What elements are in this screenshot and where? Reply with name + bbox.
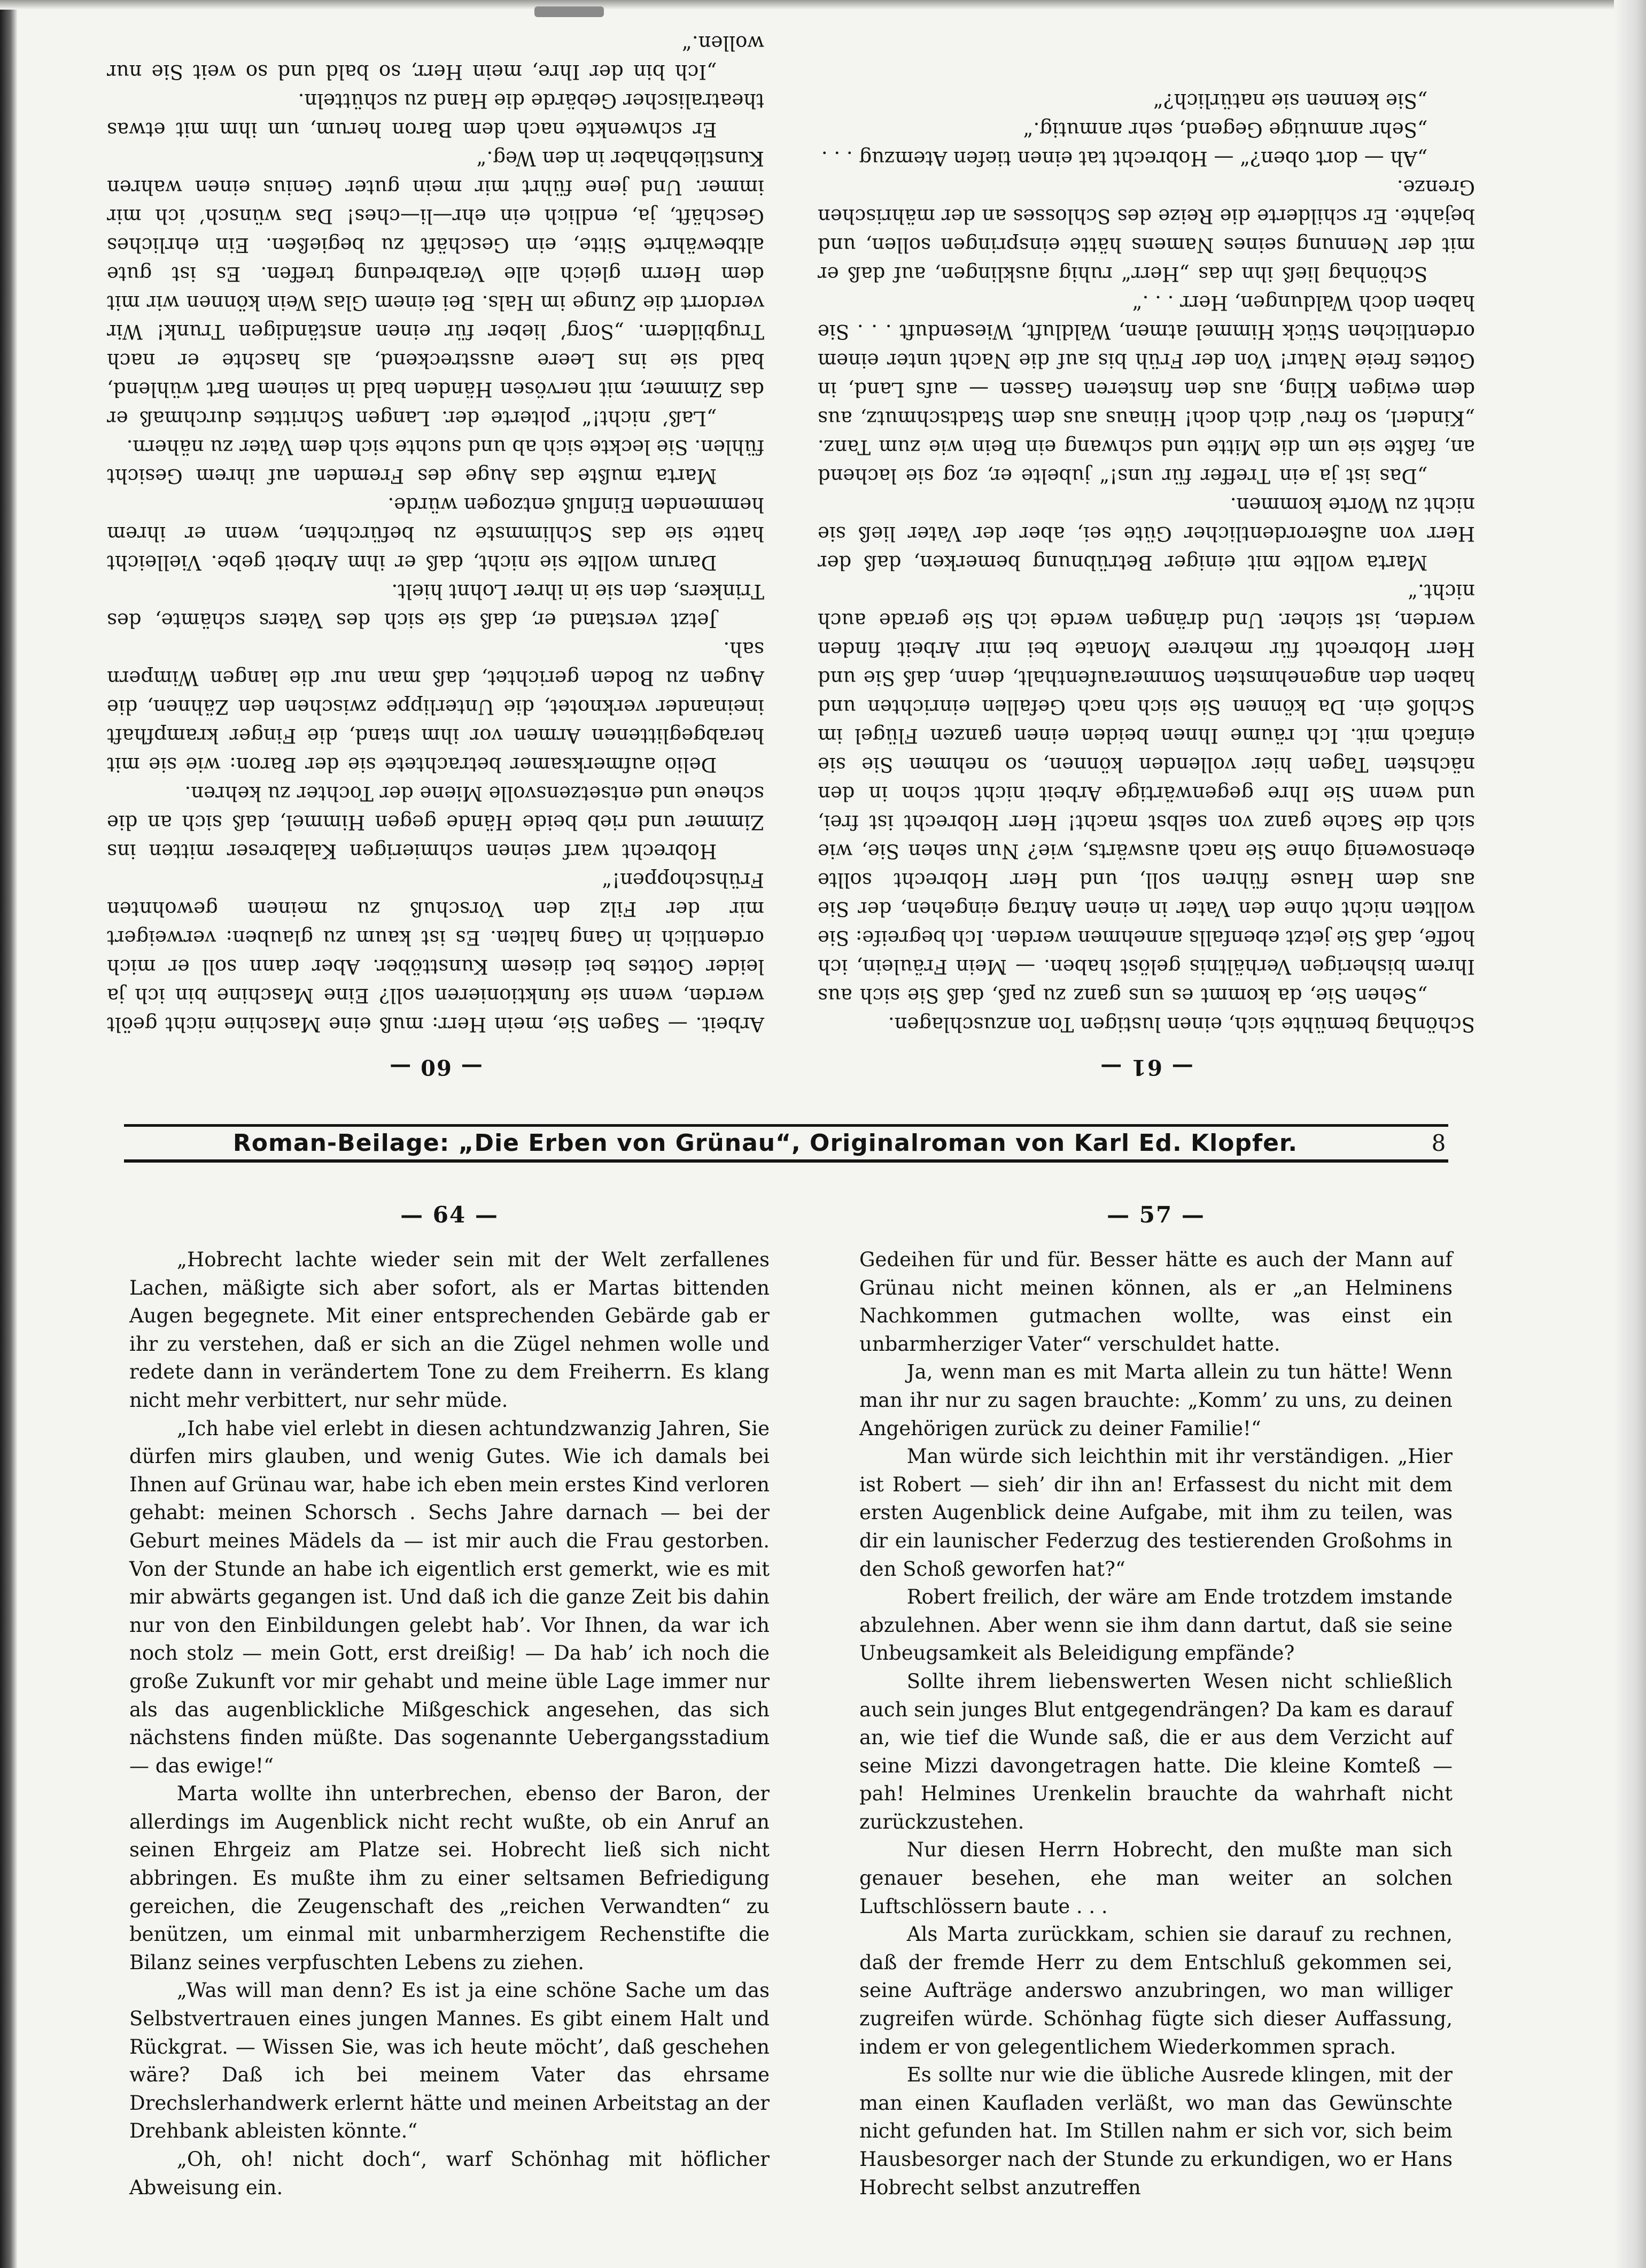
supplement-banner [124,1124,1448,1163]
binding-shadow [0,0,17,2268]
upper-left-column [818,86,1475,1080]
paragraph: „Hobrecht lachte wieder sein mit der Welt zerfallenes Lachen, mäßigte sich aber sofort, als er Martas bittenden Augen begegnete. Mit einer entsprechenden Gebärde gab er ihr zu verstehen, daß er sich an die Zügel nehmen wolle und redete dann in verändertem Tone zu dem Freiherrn. Es klang nicht mehr verbittert, nur sehr müde. [129,1248,770,1412]
paragraph: Als Marta zurückkam, schien sie darauf zu rechnen, daß der fremde Herr zu dem Entschluß gekommen sei, seine Aufträge anderswo anzubringen, wo man williger zugreifen würde. Schönhag fügte sich dieser Auffassung, indem er von gelegentlichem Wiederkommen sprach. [859,1923,1453,2058]
paragraph: „Sehr anmutige Gegend, sehr anmutig.“ [1023,118,1428,141]
paragraph: Darum wollte sie nicht, daß er ihm Arbeit gebe. Vielleicht hatte sie das Schlimmste zu befürchten, wenn er ihrem hemmenden Einfluß entzogen würde. [107,493,764,574]
top-edge-shadow [0,0,1646,10]
paragraph: Delio aufmerksamer betrachtete sie der Baron: wie sie mit herabgeglittenen Armen vor ihm stand, die Finger krampfhaft ineinander verknotet, die Unterlippe zwischen den Zähnen, die Augen zu Boden gerichtet, daß man nur die langen Wimpern sah. [107,638,764,776]
paragraph: Man würde sich leichthin mit ihr verständigen. „Hier ist Robert — sieh’ dir ihn an! Erfassest du nicht mit dem ersten Augenblick deine Aufgabe, mit ihm zu teilen, was dir ein launischer Federzug des testierenden Großohms in den Schoß geworfen hat?“ [859,1445,1453,1581]
paragraph: „Oh, oh! nicht doch“, warf Schönhag mit höflicher Abweisung ein. [129,2148,770,2199]
paragraph: Marta wollte ihn unterbrechen, ebenso der Baron, der allerdings im Augenblick nicht recht wußte, ob ein Anruf an seinen Ehrgeiz am Platze sei. Hobrecht ließ sich nicht abbringen. Es mußte ihm zu einer seltsamen Befriedigung gereichen, die Zeugenschaft des „reichen Verwandten“ zu benützen, um einmal mit unbarmherzigem Rechenstifte die Bilanz seines verpfuschten Lebens zu ziehen. [129,1782,770,1974]
paragraph: Marta wollte mit einiger Betrübnung bemerken, daß der Herr von außerordentlicher Güte sei, aber der Vater ließ sie nicht zu Worte kommen. [818,493,1475,574]
page-number-61: — 61 — [1099,1055,1193,1080]
page-number-64: — 64 — [400,1202,499,1228]
paragraph: Ja, wenn man es mit Marta allein zu tun hätte! Wenn man ihr nur zu sagen brauchte: „Komm’ zu uns, zu deinen Angehörigen zurück zu deiner Familie!“ [859,1360,1453,1440]
banner-rule-top [124,1124,1448,1127]
paragraph: „Sehen Sie, da kommt es uns ganz zu paß, daß Sie sich aus Ihrem bisherigen Verhältnis gelöst haben. — Mein Fräulein, ich hoffe, daß Sie jetzt ebenfalls annehmen werden. Ich begreife: Sie wollten nicht ohne den Vater in einen Antrag eingehen, der Sie aus dem Hause führen soll, und Herr Hobrecht sollte ebensowenig ohne Sie nach auswärts, wie? Nun sehen Sie, wie sich die Sache ganz von selbst macht! Herr Hobrecht ist frei, und wenn Sie Ihre gegenwärtige Arbeit nicht schon in den nächsten Tagen hier vollenden können, so nehmen Sie sie einfach mit. Ich räume Ihnen beiden einen ganzen Flügel im Schloß ein. Da können Sie sich nach Gefallen einrichten und haben den angenehmsten Sommeraufenthalt, denn, daß Sie und Herr Hobrecht für mehrere Monate bei mir Arbeit finden werden, ist sicher. Und drängen werde ich Sie gerade auch nicht.“ [818,580,1475,1007]
lower-right-column [859,1202,1453,2202]
paragraph: Robert freilich, der wäre am Ende trotzdem imstande abzulehnen. Aber wenn sie ihm dann dartut, daß sie seine Unbeugsamkeit als Beleidigung empfände? [859,1585,1453,1665]
paragraph: Schönhag ließ ihn das „Herr“ ruhig ausklingen, auf daß er mit der Nennung seines Namens hätte einspringen sollen, und bejahte. Er schilderte die Reize des Schlosses an der mährischen Grenze. [818,176,1475,285]
banner-title: Roman-Beilage: „Die Erben von Grünau“, Originalroman von Karl Ed. Klopfer. [232,1129,1298,1157]
paragraph: Hobrecht warf seinen schmierigen Kalabreser mitten ins Zimmer und rieb beide Hände gegen Himmel, daß sich an die scheue und entsetzensvolle Miene der Tochter zu kehren. [107,782,764,863]
paragraph: „Das ist ja ein Treffer für uns!“ jubelte er, zog sie lachend an, faßte sie um die Mitte und schwang ein Bein wie zum Tanz. „Kinderl, so freu’ dich doch! Hinaus aus dem Stadtschmutz, aus dem ewigen Kling, aus den finsteren Gassen — aufs Land, in Gottes freie Natur! Von der Früh bis auf die Nacht unter einem ordentlichen Stück Himmel atmen, Waldluft, Wiesenduft . . . Sie haben doch Waldungen, Herr . . .“ [818,291,1475,487]
banner-rule-bottom [124,1159,1448,1163]
paragraph: Nur diesen Herrn Hobrecht, den mußte man sich genauer besehen, ehe man weiter an solchen Luftschlössern baute . . . [859,1838,1453,1918]
paragraph: „Ich habe viel erlebt in diesen achtundzwanzig Jahren, Sie dürfen mirs glauben, und wenig Gutes. Wie ich damals bei Ihnen auf Grünau war, habe ich eben mein erstes Kind verloren gehabt: meinen Schorsch . Sechs Jahre darnach — bei der Geburt meines Mädels da — ist mir auch die Frau gestorben. Von der Stunde an habe ich eigentlich erst gemerkt, wie es mit mir abwärts gegangen ist. Und daß ich die ganze Zeit bis dahin nur von den Einbildungen gelebt hab’. Vor Ihnen, da war ich noch stolz — mein Gott, erst dreißig! — Da hab’ ich noch die große Zukunft vor mir gehabt und meine üble Lage immer nur als das augenblickliche Mißgeschick angesehen, das sich nächstens finden müßte. Das sogenannte Uebergangsstadium — das ewige!“ [129,1416,770,1777]
paragraph: „Laß’ nicht!“ polterte der. Langen Schrittes durchmaß er das Zimmer, mit nervösen Händen bald in seinem Bart wühlend, bald sie ins Leere ausstreckend, als haschte er nach Trugbildern. „Sorg’ lieber für einen anständigen Trunk! Wir verdorrt die Zunge im Hals. Bei einem Glas Wein können wir mit dem Herrn gleich alle Verabredung treffen. Es ist gute altbewährte Sitte, ein Geschäft zu begießen. Ein ehrliches Geschäft, ja, endlich ein ehr—li—ches! Das wünsch’ ich mir immer. Und jene führt mir mein guter Genius einen wahren Kunstliebhaber in den Weg.“ [107,147,764,430]
paragraph: Jetzt verstand er, daß sie sich des Vaters schämte, des Trinkers, den sie in ihrer Lohnt hielt. [107,580,764,632]
paragraph: Sollte ihrem liebenswerten Wesen nicht schließlich auch sein junges Blut entgegendrängen? Da kam es darauf an, wie tief die Wunde saß, die er aus dem Verzicht auf seine Mizzi davongetragen hatte. Die kleine Komteß — pah! Helmines Urenkelin brauchte da wahrhaft nicht zurückzustehen. [859,1669,1453,1833]
paragraph: Es sollte nur wie die übliche Ausrede klingen, mit der man einen Kaufladen verläßt, wo man das Gewünschte nicht gefunden hat. Im Stillen nahm er sich vor, sich beim Hausbesorger nach der Stunde zu erkundigen, wo er Hans Hobrecht selbst anzutreffen [859,2063,1453,2199]
paragraph: Arbeit. — Sagen Sie, mein Herr: muß eine Maschine nicht geölt werden, wenn sie funktionieren soll? Eine Maschine bin ich ja leider Gottes bei diesem Kunsttöber. Aber dann soll er mich ordentlich in Gang halten. Es ist kaum zu glauben: verweigert mir der Filz den Vorschuß zu meinem gewohnten Frühschoppen!“ [107,869,764,1036]
page-number-57: — 57 — [1107,1202,1205,1228]
paragraph: „Sie kennen sie natürlich?“ [1153,89,1428,112]
page-number-60: — 60 — [389,1055,483,1080]
paragraph: Er schwenkte nach dem Baron herum, um ihm mit etwas theatralischer Gebärde die Hand zu schütteln. [107,89,764,141]
scan-mark [534,6,604,17]
paragraph: „Ich bin der Ihre, mein Herr, so bald und so weit Sie nur wollen.“ [107,32,764,83]
upper-right-column [107,28,764,1080]
upper-inverted-section [107,32,1475,1080]
lower-left-column [129,1202,770,2202]
right-edge-shadow [1614,0,1646,2268]
paragraph: „Was will man denn? Es ist ja eine schöne Sache um das Selbstvertrauen eines jungen Mannes. Es gibt einem Halt und Rückgrat. — Wissen Sie, was ich heute möcht’, daß geschehen wäre? Daß ich bei meinem Vater das ehrsame Drechslerhandwerk erlernt hätte und meinen Arbeitstag an der Drehbank ableisten könnte.“ [129,1979,770,2143]
paragraph: Gedeihen für und für. Besser hätte es auch der Mann auf Grünau nicht meinen können, als er „an Helminens Nachkommen gutmachen wollte, was einst ein unbarmherziger Vater“ verschuldet hatte. [859,1248,1453,1356]
sheet-number: 8 [1431,1130,1446,1156]
paragraph: Schönhag bemühte sich, einen lustigen Ton anzuschlagen. [888,1013,1475,1036]
paragraph: „Ah — dort oben?“ — Hobrecht tat einen tiefen Atemzug . . . [821,147,1428,170]
paragraph: Marta mußte das Auge des Fremden auf ihrem Gesicht fühlen. Sie leckte sich ab und suchte sich dem Vater zu nähern. [107,436,764,487]
